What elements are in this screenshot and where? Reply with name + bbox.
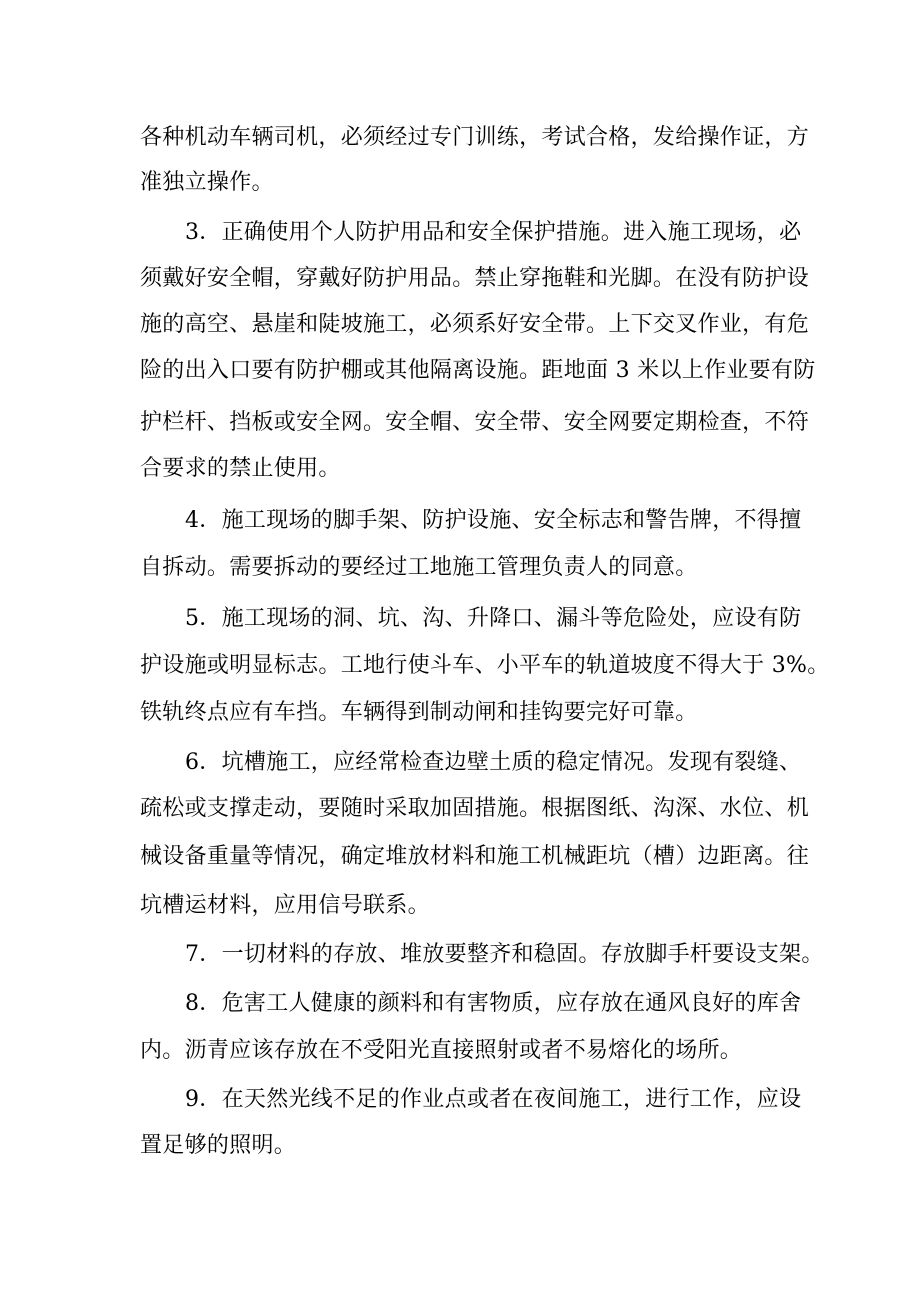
text-line: 须戴好安全帽，穿戴好防护用品。禁止穿拖鞋和光脚。在没有防护设 (140, 266, 810, 291)
text-line: 险的出入口要有防护棚或其他隔离设施。距地面 3 米以上作业要有防 (140, 358, 816, 383)
item-6-line: 6．坑槽施工，应经常检查边壁土质的稳定情况。发现有裂缝、 (185, 750, 802, 775)
text-line: 准独立操作。 (140, 170, 274, 195)
text-line: 合要求的禁止使用。 (140, 456, 341, 481)
text-line: 施的高空、悬崖和陡坡施工，必须系好安全带。上下交叉作业，有危 (140, 312, 810, 337)
text-line: 械设备重量等情况，确定堆放材料和施工机械距坑（槽）边距离。往 (140, 844, 810, 869)
item-5-line: 5．施工现场的洞、坑、沟、升降口、漏斗等危险处，应设有防 (185, 606, 802, 631)
item-7-line: 7．一切材料的存放、堆放要整齐和稳固。存放脚手杆要设支架。 (185, 942, 824, 967)
item-3-line: 3．正确使用个人防护用品和安全保护措施。进入施工现场，必 (185, 220, 802, 245)
item-4-line: 4．施工现场的脚手架、防护设施、安全标志和警告牌，不得擅 (185, 508, 802, 533)
text-line: 自拆动。需要拆动的要经过工地施工管理负责人的同意。 (140, 555, 698, 580)
text-line: 坑槽运材料，应用信号联系。 (140, 893, 430, 918)
text-line: 铁轨终点应有车挡。车辆得到制动闸和挂钩要完好可靠。 (140, 700, 698, 725)
text-line: 疏松或支撑走动，要随时采取加固措施。根据图纸、沟深、水位、机 (140, 796, 810, 821)
text-line: 置足够的照明。 (140, 1133, 297, 1158)
text-line: 内。沥青应该存放在不受阳光直接照射或者不易熔化的场所。 (140, 1038, 743, 1063)
text-line: 护设施或明显标志。工地行使斗车、小平车的轨道坡度不得大于 3%。 (140, 653, 830, 678)
text-line: 各种机动车辆司机，必须经过专门训练，考试合格，发给操作证，方 (140, 125, 810, 150)
text-line: 护栏杆、挡板或安全网。安全帽、安全带、安全网要定期检查，不符 (140, 410, 810, 435)
item-8-line: 8．危害工人健康的颜料和有害物质，应存放在通风良好的库舍 (185, 991, 802, 1016)
item-9-line: 9．在天然光线不足的作业点或者在夜间施工，进行工作，应设 (185, 1087, 802, 1112)
